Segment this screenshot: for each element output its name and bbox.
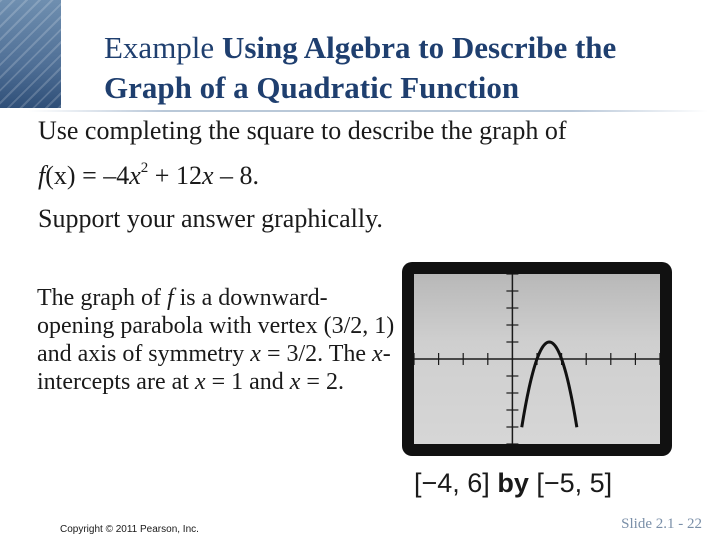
window-by: by [497,468,529,498]
answer-x4: x [289,369,301,395]
eq-fn: f [38,161,46,190]
eq-x2: x [201,161,214,190]
prompt-line-3: Support your answer graphically. [38,204,383,233]
answer-t4: -intercepts are at [37,341,391,395]
parabola-curve [522,342,577,427]
answer-t2: is a downward-opening parabola with vertex (3/2, 1) and axis of symmetry [37,285,395,367]
copyright: Copyright © 2011 Pearson, Inc. [60,524,199,535]
title-rest: Using Algebra to Describe the Graph of a Quadratic Function [104,30,617,105]
graph-plot [414,274,660,444]
answer-t6: = 2. [300,369,344,395]
eq-x1: x [129,161,141,190]
answer-text [37,284,397,396]
answer-x2: x [372,341,383,367]
prompt-line-1: Use completing the square to describe the graph of [38,116,567,145]
eq-part1: = –4 [75,161,130,190]
answer-t3: = 3/2. The [260,341,373,367]
slide-number: Slide 2.1 - 22 [621,516,702,532]
eq-exponent: 2 [140,160,149,176]
calculator-screen [414,274,660,444]
title-lead: Example [104,30,215,65]
calculator-screen-frame [402,262,672,456]
answer-x1: x [250,341,261,367]
eq-part3: – 8. [213,161,259,190]
answer-t5: = 1 and [205,369,290,395]
eq-part2: + 12 [148,161,202,190]
window-y-range: [−5, 5] [536,468,613,498]
equation [38,160,259,191]
viewing-window-label [414,468,664,508]
window-x-range: [−4, 6] [414,468,490,498]
eq-arg: (x) [45,161,76,190]
answer-t1: The graph of [37,285,167,311]
decorative-corner [0,0,64,108]
answer-x3: x [194,369,206,395]
answer-f: f [166,285,174,311]
slide-title [104,28,704,108]
title-divider [28,110,708,112]
